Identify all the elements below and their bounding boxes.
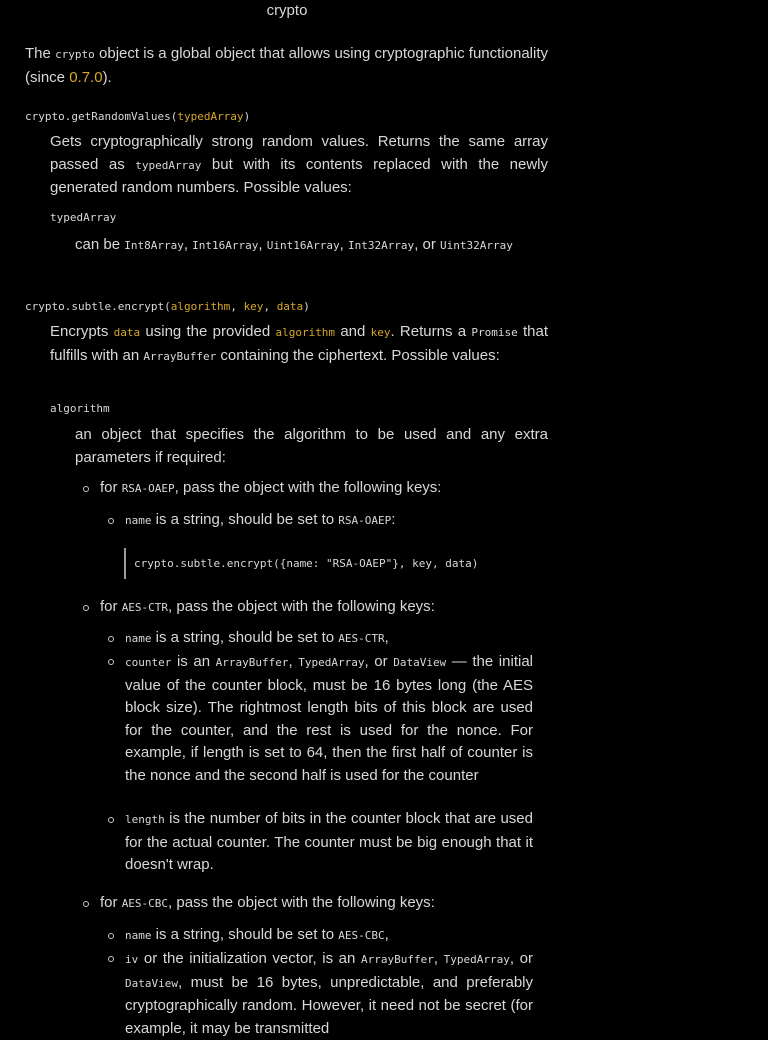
desc-code: counter [125, 656, 172, 669]
typed-array-values [75, 234, 548, 258]
param-link-typed-array[interactable]: typedArray [177, 110, 244, 123]
link-key[interactable]: key [370, 326, 391, 339]
desc-text: for [100, 894, 122, 911]
param-name-algorithm: algorithm [50, 402, 110, 415]
sep: , [263, 300, 277, 313]
paren: ) [243, 110, 251, 123]
paren: ) [303, 300, 310, 313]
desc-text: is a string, should be set to [151, 926, 339, 943]
desc-text: Encrypts [50, 323, 114, 340]
bullet-icon [83, 901, 89, 907]
desc-text: is a string, should be set to [151, 629, 339, 646]
bullet-icon [83, 486, 89, 492]
desc-text: can be [75, 236, 125, 253]
desc-code: Promise [471, 326, 518, 339]
desc-text: or [422, 236, 436, 253]
desc-code: ArrayBuffer [360, 953, 434, 966]
cbc-name-key [125, 924, 533, 948]
encrypt-description [50, 321, 548, 368]
desc-text: for [100, 598, 122, 615]
desc-text: is an [171, 653, 216, 670]
algorithm-description: an object that specifies the algorithm to be used and any extra parameters if required: [75, 426, 548, 466]
desc-code: length [125, 813, 165, 826]
sep: , [414, 236, 419, 253]
aes-cbc-item [100, 892, 548, 916]
desc-text: , pass the object with the following keys: [174, 479, 442, 496]
sep: , [230, 300, 244, 313]
aes-ctr-item [100, 596, 548, 620]
desc-text: using the provided [140, 323, 276, 340]
rsa-oaep-item [100, 477, 548, 501]
desc-code: typedArray [135, 158, 202, 172]
param-link-algorithm[interactable]: algorithm [170, 300, 231, 313]
paren: ( [164, 300, 171, 313]
ctr-name-key [125, 627, 533, 651]
desc-code: TypedArray [443, 953, 510, 966]
bullet-icon [108, 659, 114, 665]
desc-text: . Returns a [390, 323, 472, 340]
method-name: crypto.getRandomValues [25, 110, 171, 123]
desc-text: , must be 16 bytes, unpredictable, and preferably cryptographically random. However, it need not be secret (for example, it may be transmitted [125, 973, 533, 1037]
desc-text: is a string, should be set to [151, 511, 339, 528]
page-title: crypto [266, 2, 308, 19]
desc-code: AES-CTR [338, 632, 385, 645]
sep: , [258, 236, 263, 253]
desc-text: , or [509, 950, 533, 967]
desc-text: — the initial value of the counter block, must be 16 bytes long (the AES block size). The rightmost length bits of this block are used for the counter, and the rest is used for the nonce. For example, if length is set to 64, then the first half of counter is the nonce and the second half is used for the counter [125, 653, 533, 784]
type-code: Uint16Array [266, 239, 340, 252]
get-random-values-signature [25, 107, 250, 127]
desc-code: RSA-OAEP [338, 514, 392, 527]
desc-text: or the initialization vector, is an [138, 950, 361, 967]
desc-code: AES-CBC [338, 929, 385, 942]
desc-text: but with its contents replaced with the newly generated random numbers. Possible values: [50, 155, 548, 196]
type-code: Int16Array [192, 239, 259, 252]
desc-code: name [125, 929, 152, 942]
bullet-icon [83, 605, 89, 611]
desc-code: ArrayBuffer [143, 349, 217, 363]
desc-text: for [100, 479, 122, 496]
bullet-icon [108, 933, 114, 939]
desc-code: AES-CTR [121, 601, 169, 614]
link-data[interactable]: data [113, 326, 141, 339]
link-algorithm[interactable]: algorithm [275, 326, 336, 339]
desc-text: , [384, 926, 389, 943]
desc-code: ArrayBuffer [215, 656, 289, 669]
type-code: Int32Array [347, 239, 415, 252]
type-code: Uint32Array [440, 239, 513, 252]
intro-paragraph [25, 43, 548, 89]
bullet-icon [108, 636, 114, 642]
rsa-name-key [125, 509, 533, 533]
desc-code: DataView [393, 656, 447, 669]
bullet-icon [108, 817, 114, 823]
version-link[interactable]: 0.7.0 [69, 68, 103, 86]
desc-text: , [288, 653, 299, 670]
bullet-icon [108, 518, 114, 524]
intro-text: The [25, 45, 56, 62]
desc-text: Gets cryptographically strong random values. Returns the same array passed as [50, 133, 548, 173]
param-link-data[interactable]: data [276, 300, 304, 313]
sep: , [339, 236, 344, 253]
encrypt-signature [25, 297, 310, 317]
desc-text: is the number of bits in the counter block that are used for the actual counter. The counter must be big enough that it doesn't wrap. [125, 810, 533, 873]
desc-text: and [335, 323, 371, 340]
cbc-iv-key [125, 948, 533, 1040]
get-random-values-description [50, 131, 548, 200]
bullet-icon [108, 956, 114, 962]
desc-code: TypedArray [298, 656, 365, 669]
code-example: crypto.subtle.encrypt({name: "RSA-OAEP"}, key, data) [124, 548, 544, 579]
paren: ( [170, 110, 178, 123]
desc-text: containing the ciphertext. Possible values: [216, 346, 500, 364]
desc-text: , or [364, 653, 394, 670]
desc-text: , pass the object with the following keys: [168, 894, 435, 911]
method-name: crypto.subtle.encrypt [25, 300, 165, 313]
type-code: Int8Array [124, 239, 184, 252]
intro-text: object is a global object that allows using cryptographic functionality (since [25, 45, 548, 86]
ctr-length-key [125, 808, 533, 877]
intro-code: crypto [55, 48, 95, 61]
desc-text: , [433, 950, 444, 967]
desc-text: , [384, 629, 389, 646]
desc-code: name [125, 632, 152, 645]
desc-code: RSA-OAEP [121, 482, 175, 495]
desc-code: AES-CBC [121, 897, 169, 910]
desc-code: DataView [125, 976, 178, 990]
sep: , [183, 236, 188, 253]
param-name-typed-array: typedArray [50, 211, 117, 224]
intro-text: ). [102, 68, 112, 86]
desc-text: : [391, 511, 396, 528]
desc-text: that fulfills with an [50, 323, 548, 364]
ctr-counter-key [125, 651, 533, 787]
param-link-key[interactable]: key [243, 300, 264, 313]
desc-text: , pass the object with the following keys: [168, 598, 435, 615]
desc-code: iv [125, 953, 139, 966]
desc-code: name [125, 514, 152, 527]
